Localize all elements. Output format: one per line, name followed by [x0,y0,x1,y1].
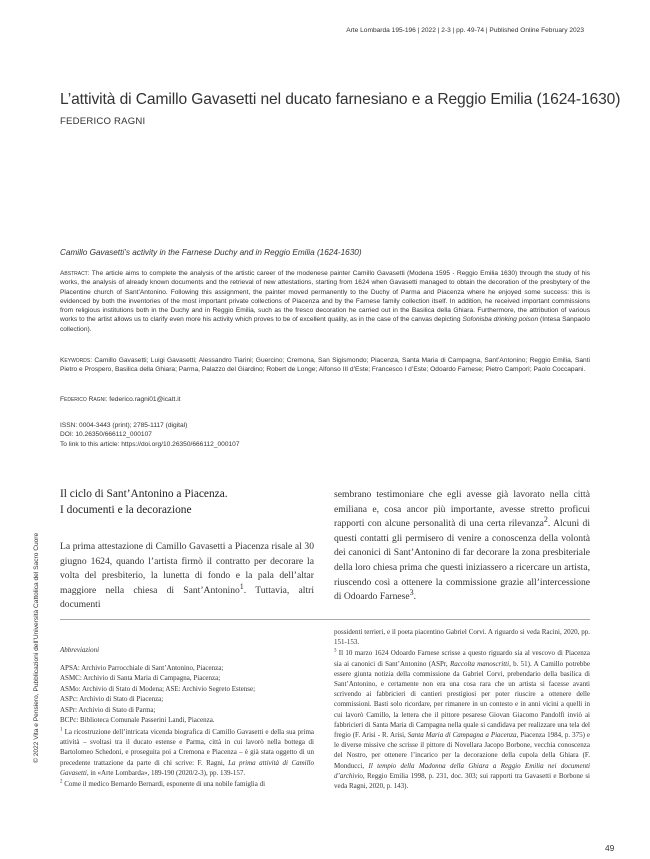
identifiers [60,421,240,449]
keywords-label: Keywords: [60,357,93,364]
english-title: Camillo Gavasetti’s activity in the Farnese Duchy and in Reggio Emilia (1624-1630) [60,248,362,257]
footnote-text: Come il medico Bernardo Bernardi, esponente di una nobile famiglia di [62,780,266,789]
body-left-part2: . Tuttavia, altri documenti [60,584,314,611]
abstract-end: (Intesa Sanpaolo collection). [60,316,590,333]
footnote-number: 3 [334,649,337,655]
author-name: FEDERICO RAGNI [60,116,146,127]
abbreviation-item: APSA: Archivio Parrocchiale di Sant’Antonino, Piacenza; [60,664,224,672]
footnote-text: , Reggio Emilia 1998, p. 231, doc. 303; sui rapporti tra Gavasetti e Borbone si veda Ragni, 2020, p. 143). [334,771,590,791]
footnote-text: , b. 51). A Camillo potrebbe essere giunta notizia della commissione da Gabriel Corvi, prebendario della basilica di Sant’Antonino, e certamente non era una cosa rara che un artista si facesse avanti scrivendo ai fabbricieri di cantieri prestigiosi per poter riuscire a ottenere delle commissioni. Basti solo ricordare, per rimanere in un contesto e in anni vicini a quelli in cui lavorò Camillo, la lettera che il pittore pesarese Giovan Giacomo Pandolfi inviò ai fabbricieri di Santa Maria di Campagna nella quale si candidava per realizzare una tela del fregio (F. Arisi - R. Arisi, [334,659,590,740]
abstract [60,269,590,334]
abbreviation-item: ASPc: Archivio di Stato di Piacenza; [60,695,164,704]
footnote-2 [60,779,314,789]
footnote-ref-2[interactable]: 2 [543,515,548,524]
abbreviations-list [60,663,314,725]
article-link[interactable]: To link to this article: https://doi.org/10.26350/666112_000107 [60,440,240,448]
body-text-left [60,540,314,613]
footnote-text: La ricostruzione dell’intricata vicenda biografica di Camillo Gavasetti e della sua prima attività – svoltasi tra il ducato estense e Parma, città in cui lavorò nella bottega di Bartolomeo Schedoni, e proseguita poi a Cremona e Piacenza – è già stata oggetto di un precedente trattazione da parte di chi scrive: F. Ragni, [60,728,314,767]
section-title [60,487,314,518]
footnote-italic: Il tempio della Madonna della Ghiara a Reggio Emilia nei documenti d’archivio [334,761,590,780]
body-right-part2: . Alcuni di questi contatti gli permisero di venire a conoscenza della volontà dei canonici di Sant’Antonino di far decorare la zona presbiteriale della loro chiesa prima che questi iniziassero a ricercare un artista, riuscendo così a ottenere la commissione grazie all’intercessione di Odoardo Farnese [334,518,590,603]
footnotes-left [60,727,314,790]
abbreviation-item: ASMC: Archivio di Santa Maria di Campagna, Piacenza; [60,674,221,683]
section-title-line2: I documenti e la decorazione [60,503,192,516]
email-address[interactable]: : federico.ragni01@icatt.it [105,396,181,403]
footnote-text: , Piacenza 1984, p. 375) e le diverse missive che scrisse il pittore di Novellara Jacopo Borbone, vecchia conoscenza del Nostro, per ottenere l’incarico per la decorazione della cupola della Ghiara (F. Monducci, [334,731,590,770]
running-head: Arte Lombarda 195-196 | 2022 | 2-3 | pp. 49-74 | Published Online February 2023 [346,27,584,34]
doi: DOI: 10.26350/666112_000107 [60,431,152,439]
abstract-label: Abstract: [60,270,90,277]
footnote-1 [60,727,314,778]
abstract-italic: Sofonisba drinking poison [462,316,539,324]
footnote-ref-3[interactable]: 3 [409,587,414,597]
footnote-ref-1[interactable]: 1 [239,581,244,591]
email-label: Federico Ragni [60,396,106,403]
body-right-part3: . [413,591,417,603]
copyright-sidenote: © 2022 Vita e Pensiero, Pubblicazioni dell’Università Cattolica del Sacro Cuore [33,532,40,763]
footnote-number: 2 [60,779,63,785]
footnote-number: 1 [60,727,63,733]
page-number: 49 [605,843,615,853]
body-left-part1: La prima attestazione di Camillo Gavasetti a Piacenza risale al 30 giugno 1624, quando l’artista firmò il contratto per decorare la volta del presbiterio, la lunetta di fondo e la pala dell’altar maggiore nella chiesa di Sant’Antonino [60,541,314,596]
footnote-italic: La prima attività di Camillo Gavasetti [60,758,314,777]
author-email [60,396,181,403]
abbreviation-item: ASPr: Archivio di Stato di Parma; [60,705,156,714]
abbreviations-title: Abbreviazioni [60,646,100,654]
article-title: L’attività di Camillo Gavasetti nel ducato farnesiano e a Reggio Emilia (1624-1630) [60,91,621,108]
footnote-3 [334,648,590,791]
footnote-text: , in «Arte Lombarda», 189-190 (2020/2-3), pp. 139-157. [86,768,246,777]
footnotes-right [334,627,590,792]
abbreviation-item: ASMo: Archivio di Stato di Modena; ASE: Archivio Segreto Estense; [60,684,256,693]
keywords [60,356,590,375]
section-title-line1: Il ciclo di Sant’Antonino a Piacenza. [60,488,228,500]
body-right-part1: sembrano testimoniare che egli avesse già lavorato nella città emiliana e, cosa ancor più importante, avesse stretto proficui rapporti con alcune personalità di una certa rilevanza [334,489,590,530]
abbreviation-item: BCPc: Biblioteca Comunale Passerini Landi, Piacenza. [60,716,215,725]
issn: ISSN: 0004-3443 (print); 2785-1117 (digital) [60,422,188,429]
footnote-italic: Santa Maria di Campagna a Piacenza [407,731,517,740]
abstract-text: The article aims to complete the analysis of the artistic career of the modenese painter Camillo Gavasetti (Modena 1595 - Reggio Emilia 1630) through the study of his works, the analysis of already known documents and the retrieval of new attestations, starting from 1624 when Gavasetti managed to obtain the decoration of the presbytery of the Placentine church of Sant’Antonino. Following this assignment, the painter moved permanently to the Duchy of Parma and Piacenza where he enjoyed some success: this is evidenced by both the inventories of the most important private collections of Piacenza and by the Farnese family collection itself. In addition, he received important commissions from religious institutions both in the Duchy and in Reggio Emilia, such as the fresco decoration he carried out in the Basilica della Ghiara. Furthermore, the attribution of various works to the artist allows us to clarify even more his activity which proves to be of excellent quality, as in the case of the canvas depicting [60,270,590,324]
footnote-2-continued: possidenti terrieri, e il poeta piacentino Gabriel Corvi. A riguardo si veda Racini, 2020, pp. 151-153. [334,628,590,647]
keywords-text: Camillo Gavasetti; Luigi Gavasetti; Alessandro Tiarini; Guercino; Cremona, San Sigismondo; Piacenza, Santa Maria di Campagna, Sant’Antonino; Reggio Emilia, Santi Pietro e Prospero, Basilica della Ghiara; Parma, Palazzo del Giardino; Robert de Longe; Alfonso III d’Este; Francesco I d’Este; Odoardo Farnese; Pietro Camporì; Paolo Coccapani. [60,357,590,374]
footnote-italic: Raccolta manoscritti [449,659,510,668]
body-text-right [334,488,590,605]
footnote-divider [60,619,590,620]
footnote-text: Il 10 marzo 1624 Odoardo Farnese scrisse a questo riguardo sia al vescovo di Piacenza sia ai canonici di Sant’Antonino (ASPr, [334,649,590,668]
